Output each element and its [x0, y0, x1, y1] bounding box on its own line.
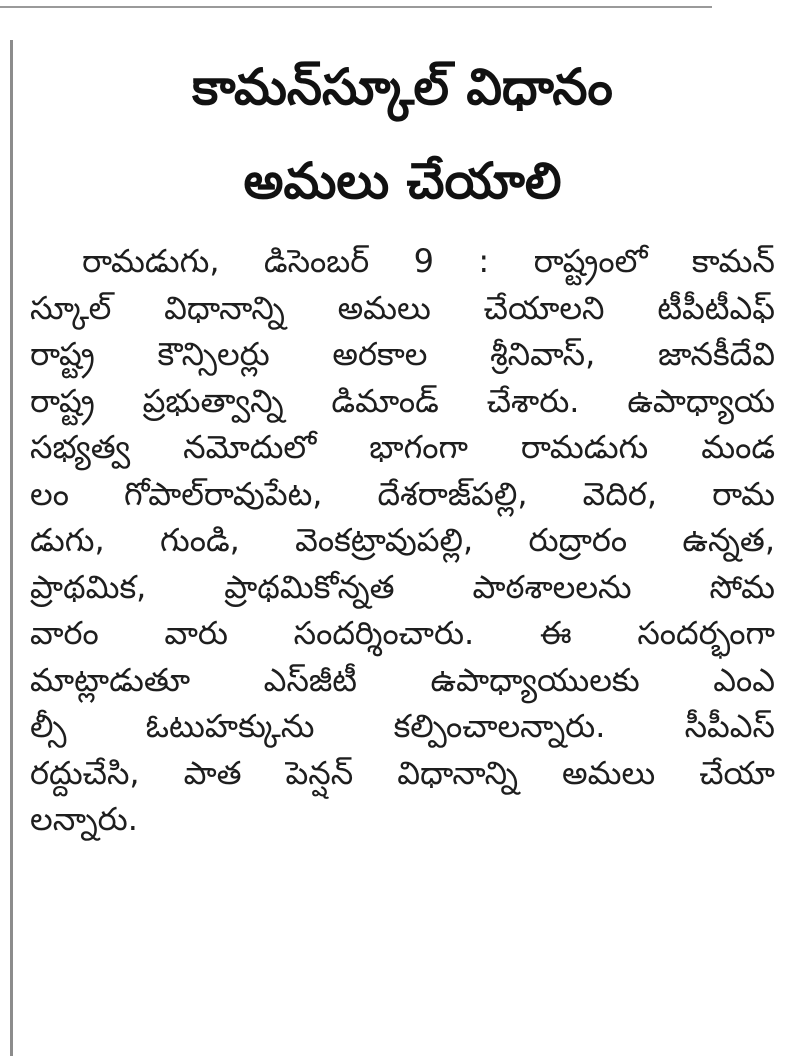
article-clipping [30, 40, 775, 843]
headline-line-2: అమలు చేయాలి [243, 152, 562, 210]
body-line-5: సభ్యత్వ నమోదులో భాగంగా రామడుగు మండ [30, 428, 775, 466]
body-line-2: స్కూల్ విధానాన్ని అమలు చేయాలని టీపీటీఎఫ్ [30, 288, 775, 327]
body-line-11: ల్సీ ఓటుహక్కును కల్పించాలన్నారు. సీపీఎస్ [30, 707, 775, 745]
top-divider-rule [0, 6, 712, 8]
body-line-3: రాష్ట్ర కౌన్సిలర్లు అరకాల శ్రీనివాస్, జానకీదేవి [30, 335, 775, 373]
article-body [30, 238, 775, 843]
article-headline [30, 40, 775, 228]
left-column-rule [10, 40, 13, 1056]
headline-line-1: కామన్‌స్కూల్ విధానం [192, 58, 613, 116]
body-line-4: రాష్ట్ర ప్రభుత్వాన్ని డిమాండ్ చేశారు. ఉపాధ్యాయ [30, 381, 775, 420]
body-line-6: లం గోపాల్‌రావుపేట, దేశరాజ్‌పల్లి, వెదిర, రామ [30, 474, 775, 513]
body-line-7: డుగు, గుండి, వెంకట్రావుపల్లి, రుద్రారం ఉన్నత, [30, 521, 775, 559]
body-line-9: వారం వారు సందర్శించారు. ఈ సందర్భంగా [30, 614, 775, 652]
body-line-13: లన్నారు. [30, 800, 138, 838]
body-line-8: ప్రాథమిక, ప్రాథమికోన్నత పాఠశాలలను సోమ [30, 567, 775, 606]
body-line-1: రామడుగు, డిసెంబర్ 9 : రాష్ట్రంలో కామన్ [82, 242, 775, 280]
body-line-12: రద్దుచేసి, పాత పెన్షన్ విధానాన్ని అమలు చేయా [30, 753, 775, 792]
body-line-10: మాట్లాడుతూ ఎస్‌జీటీ ఉపాధ్యాయులకు ఎంఎ [30, 660, 775, 699]
